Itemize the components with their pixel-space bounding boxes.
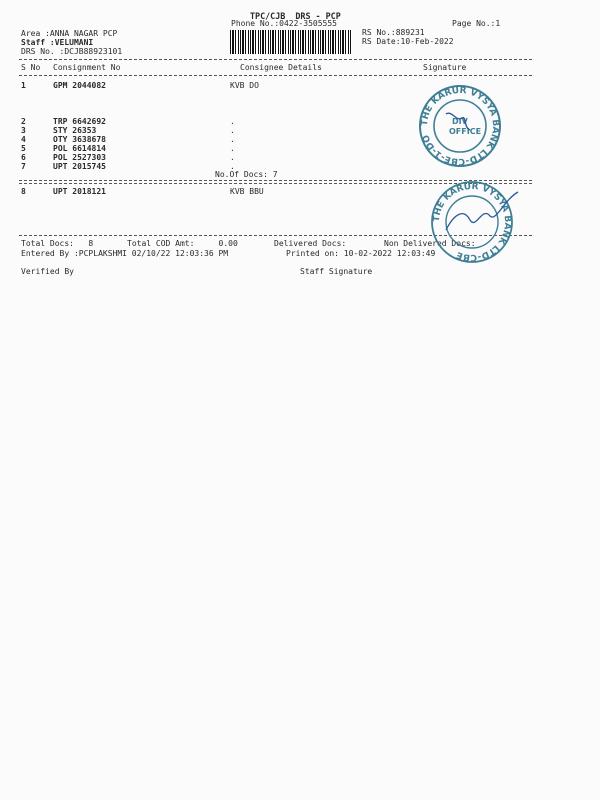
stamp-center-line1: DIV (452, 117, 468, 126)
drs-number: DRS No. :DCJB88923101 (21, 47, 123, 56)
table-row (21, 117, 321, 126)
stamp-center-line2: OFFICE (449, 127, 482, 136)
row-consignment: GPM 2044082 (53, 81, 106, 90)
page-number: Page No.:1 (452, 19, 501, 28)
row-sno: 7 (21, 162, 26, 171)
total-cod: Total COD Amt: 0.00 (127, 239, 238, 248)
row-consignment: TRP 6642692 (53, 117, 106, 126)
non-delivered-docs: Non Delivered Docs: (384, 239, 476, 248)
row-sno: 1 (21, 81, 26, 90)
verified-by: Verified By (21, 267, 74, 276)
row-consignment: OTY 3638678 (53, 135, 106, 144)
table-row (21, 144, 321, 153)
report-title: TPC/CJB DRS - PCP (250, 11, 341, 21)
col-signature: Signature (423, 63, 467, 72)
col-consignee: Consignee Details (240, 63, 322, 72)
row-details: . (230, 135, 235, 144)
row-sno: 5 (21, 144, 26, 153)
row-consignment: STY 26353 (53, 126, 97, 135)
staff-label: Staff :VELUMANI (21, 38, 94, 47)
docs-count: No.Of Docs: 7 (215, 170, 278, 179)
row-sno: 8 (21, 187, 26, 196)
table-row (21, 135, 321, 144)
row-consignment: UPT 2015745 (53, 162, 106, 171)
bank-stamp (412, 84, 508, 168)
divider (19, 59, 532, 60)
table-row (21, 81, 321, 90)
row-details: KVB BBU (230, 187, 264, 196)
row-sno: 3 (21, 126, 26, 135)
divider (19, 75, 532, 76)
barcode (230, 30, 352, 54)
row-details: . (230, 126, 235, 135)
col-sno: S No (21, 63, 41, 72)
stamp-ring-text: THE KARUR VYSYA BANK LTD-CBE-1-DO (419, 85, 501, 167)
table-row (21, 187, 321, 196)
row-consignment: POL 6614814 (53, 144, 106, 153)
rs-number: RS No.:889231 (362, 28, 425, 37)
entered-by: Entered By :PCPLAKSHMI 02/10/22 12:03:36 PM (21, 249, 229, 258)
table-row (21, 153, 321, 162)
row-consignment: POL 2527303 (53, 153, 106, 162)
printed-on: Printed on: 10-02-2022 12:03:49 (286, 249, 436, 258)
row-details: . (230, 117, 235, 126)
row-sno: 2 (21, 117, 26, 126)
rs-date: RS Date:10-Feb-2022 (362, 37, 454, 46)
row-details: . (230, 144, 235, 153)
row-details: . (230, 153, 235, 162)
stamp2-ring-text: THE KARUR VYSYA BANK LTD-CBE (431, 181, 513, 263)
row-sno: 4 (21, 135, 26, 144)
row-consignment: UPT 2018121 (53, 187, 106, 196)
area-label: Area :ANNA NAGAR PCP (21, 29, 118, 38)
delivered-docs: Delivered Docs: (274, 239, 347, 248)
col-consignment: Consignment No (53, 63, 121, 72)
row-details: . (230, 162, 235, 171)
row-sno: 6 (21, 153, 26, 162)
row-details: KVB DO (230, 81, 259, 90)
total-docs: Total Docs: 8 (21, 239, 94, 248)
table-row (21, 126, 321, 135)
phone-number: Phone No.:0422-3505555 (231, 19, 337, 28)
bank-stamp-2 (424, 178, 520, 264)
staff-signature: Staff Signature (300, 267, 373, 276)
